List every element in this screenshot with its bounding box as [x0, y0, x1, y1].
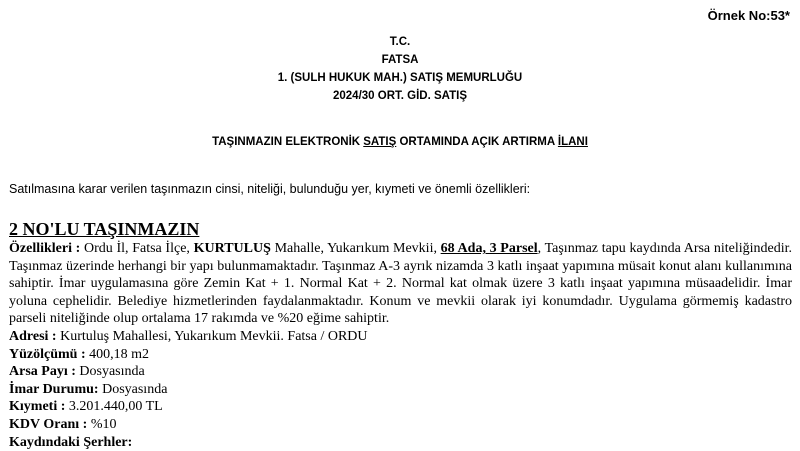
annotations-row — [9, 434, 792, 451]
header-line-office: 1. (SULH HUKUK MAH.) SATIŞ MEMURLUĞU — [277, 72, 523, 84]
area-row — [9, 346, 792, 364]
intro-text: Satılmasına karar verilen taşınmazın cinsi, niteliği, bulunduğu yer, kıymeti ve önemli özellikleri: — [9, 182, 531, 196]
announcement-title-part2: SATIŞ — [363, 136, 397, 148]
area-label: Yüzölçümü : — [9, 346, 86, 362]
sample-number-label: Örnek No:53* — [707, 8, 790, 23]
features-text-1: Ordu İl, Fatsa İlçe, — [80, 241, 194, 256]
features-parcel: 68 Ada, 3 Parsel — [440, 241, 538, 256]
document-header — [0, 33, 800, 105]
zoning-value: Dosyasında — [98, 381, 168, 397]
property-heading: 2 NO'LU TAŞINMAZIN — [9, 219, 200, 239]
value-amount: 3.201.440,00 TL — [65, 399, 163, 415]
zoning-row — [9, 381, 792, 399]
vat-label: KDV Oranı : — [9, 416, 88, 432]
vat-value: %10 — [87, 416, 117, 432]
announcement-title-part1: TAŞINMAZIN ELEKTRONİK — [212, 136, 364, 148]
value-label: Kıymeti : — [9, 399, 66, 415]
announcement-title-part4: İLANI — [557, 136, 588, 148]
annotations-label: Kaydındaki Şerhler: — [9, 434, 133, 450]
value-row — [9, 398, 792, 416]
features-mahalle: KURTULUŞ — [193, 241, 271, 256]
announcement-title — [0, 136, 800, 148]
features-text-2: Mahalle, Yukarıkum Mevkii, — [270, 241, 441, 256]
announcement-title-part3: ORTAMINDA AÇIK ARTIRMA — [396, 136, 558, 148]
share-value: Dosyasında — [75, 364, 145, 380]
property-section — [9, 218, 792, 451]
features-label: Özellikleri : — [9, 241, 81, 256]
address-row — [9, 328, 792, 346]
address-value: Kurtuluş Mahallesi, Yukarıkum Mevkii. Fatsa / ORDU — [56, 328, 368, 344]
header-line-case-number: 2024/30 ORT. GİD. SATIŞ — [332, 90, 467, 102]
vat-row — [9, 416, 792, 434]
header-line-district: FATSA — [381, 54, 419, 66]
features-paragraph — [9, 240, 792, 328]
address-label: Adresi : — [9, 328, 57, 344]
share-label: Arsa Payı : — [9, 364, 76, 380]
share-row — [9, 363, 792, 381]
features-text-3: , Taşınmaz tapu kaydında Arsa niteliğindedir. Taşınmaz üzerinde herhangi bir yapı bulunmamaktadır. Taşınmaz A-3 ayrık nizamda 3 katlı inşaat yapımına müsait konut alanı kullanımına sahiptir. İmar uygulamasına göre Zemin Kat + 1. Normal Kat + 2. Normal kat olmak üzere 3 katlı inşaat yapımına müsaadelidir. İmar yoluna cephelidir. Belediye hizmetlerinden faydalanmaktadır. Konum ve mevkii olarak iyi konumdadır. Uygulama görmemiş kadastro parseli niteliğinde olup ortalama 17 rakımda ve %20 eğime sahiptir. — [9, 241, 792, 327]
header-line-tc: T.C. — [389, 36, 411, 48]
area-value: 400,18 m2 — [85, 346, 150, 362]
zoning-label: İmar Durumu: — [9, 381, 99, 397]
